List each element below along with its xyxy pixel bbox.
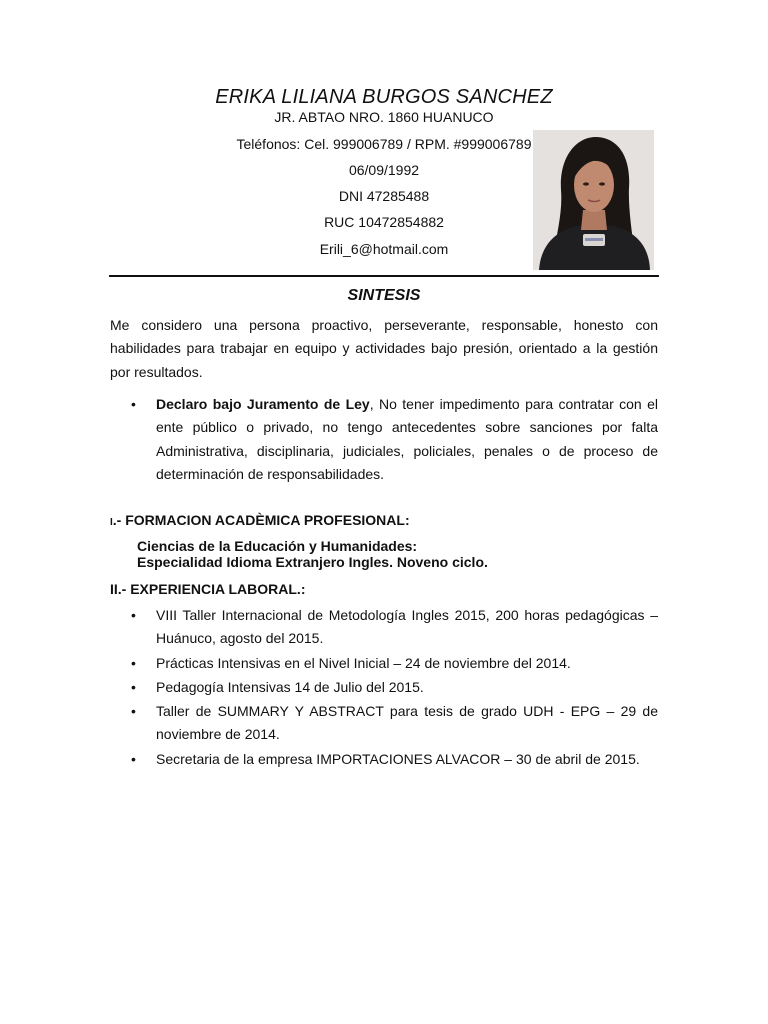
- profile-photo: [533, 130, 654, 270]
- phone-numbers: Teléfonos: Cel. 999006789 / RPM. #999006789: [236, 136, 532, 152]
- experience-item: VIII Taller Internacional de Metodología Ingles 2015, 200 horas pedagógicas – Huánuco, agosto del 2015.: [156, 607, 658, 647]
- declaration-text: [156, 393, 658, 486]
- experience-item: Secretaria de la empresa IMPORTACIONES ALVACOR – 30 de abril de 2015.: [156, 750, 640, 767]
- experience-item: Prácticas Intensivas en el Nivel Inicial – 24 de noviembre del 2014.: [156, 654, 571, 671]
- declaration-rest: , No tener impedimento para contratar con el ente público o privado, no tengo antecedentes sobre sanciones por falta Administrativa, disciplinaria, judiciales, policiales, penales o de proceso de determinación de responsabilidades.: [156, 396, 659, 482]
- list-item: [110, 393, 658, 486]
- dni-number: DNI 47285488: [338, 188, 430, 204]
- declaration-bold: Declaro bajo Juramento de Ley: [156, 396, 370, 412]
- education-title: .- FORMACION ACADÈMICA PROFESIONAL:: [112, 512, 410, 528]
- header-divider: [109, 275, 659, 277]
- list-item: [110, 652, 658, 675]
- experience-item: Taller de SUMMARY Y ABSTRACT para tesis de grado UDH - EPG – 29 de noviembre de 2014.: [156, 703, 658, 743]
- bullet: •: [131, 750, 136, 767]
- bullet: •: [131, 703, 136, 720]
- education-details: [137, 538, 488, 570]
- declaration-bullet: [110, 393, 658, 486]
- education-heading: [110, 511, 410, 532]
- list-item: [110, 748, 658, 771]
- ruc-number: RUC 10472854882: [324, 214, 444, 230]
- synthesis-title: SINTESIS: [347, 287, 421, 304]
- address: JR. ABTAO NRO. 1860 HUANUCO: [274, 109, 494, 125]
- education-line-2: Especialidad Idioma Extranjero Ingles. Noveno ciclo.: [137, 554, 488, 570]
- bullet: •: [131, 654, 136, 671]
- synthesis-text: Me considero una persona proactivo, perseverante, responsable, honesto con habilidades para trabajar en equipo y actividades bajo presión, orientado a la gestión por resultados.: [110, 317, 658, 380]
- list-item: [110, 604, 658, 651]
- email-address: Erili_6@hotmail.com: [319, 241, 449, 257]
- bullet: •: [131, 396, 136, 412]
- experience-list: [110, 604, 658, 772]
- education-roman: I: [110, 517, 113, 528]
- list-item: [110, 700, 658, 747]
- bullet: •: [131, 678, 136, 695]
- birth-date: 06/09/1992: [348, 162, 420, 178]
- person-name: ERIKA LILIANA BURGOS SANCHEZ: [215, 86, 553, 108]
- education-line-1: Ciencias de la Educación y Humanidades:: [137, 538, 418, 554]
- experience-item: Pedagogía Intensivas 14 de Julio del 2015.: [156, 678, 424, 695]
- bullet: •: [131, 607, 136, 623]
- experience-heading: II.- EXPERIENCIA LABORAL.:: [110, 581, 306, 597]
- list-item: [110, 676, 658, 699]
